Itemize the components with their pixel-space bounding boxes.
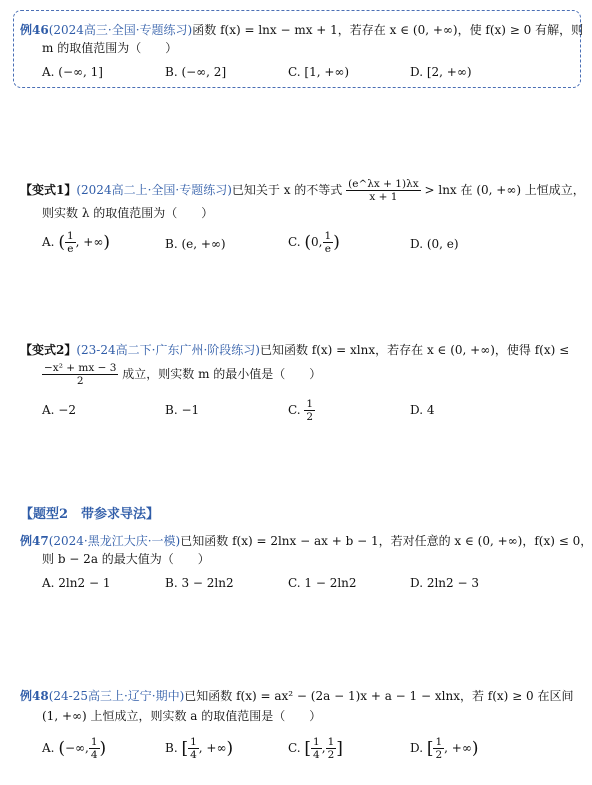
ex48-stem1: 已知函数 f(x) = ax² − (2a − 1)x + a − 1 − xlnx，若 f(x) ≥ 0 在区间 <box>184 689 574 703</box>
ex47-option-d[interactable]: D. 2ln2 − 3 <box>410 576 479 590</box>
ex46-stem-line2: m 的取值范围为（ ） <box>42 41 178 55</box>
var2-stem2-post: 成立，则实数 m 的最小值是（ ） <box>122 367 322 381</box>
ex48-option-d-num: 1 <box>435 736 443 748</box>
var1-option-c-label: C. <box>288 235 301 249</box>
ex47-stem1: 已知函数 f(x) = 2lnx − ax + b − 1，若对任意的 x ∈ (0, +∞)，f(x) ≤ 0， <box>180 534 592 548</box>
ex47-option-b[interactable]: B. 3 − 2ln2 <box>165 576 234 590</box>
var2-fraction <box>42 362 118 387</box>
ex46-source: (2024高三·全国·专题练习) <box>48 23 193 37</box>
var1-option-c-num: 1 <box>324 230 332 242</box>
var1-option-c-left: 0, <box>311 235 323 249</box>
ex48-tag: 例48 <box>20 689 49 703</box>
var1-tag: 【变式1】 <box>20 183 77 197</box>
ex48-option-d-frac <box>433 736 444 761</box>
var1-frac-den: x + 1 <box>369 191 398 203</box>
var2-option-c-num: 1 <box>306 398 314 410</box>
ex48-stem-line2: (1, +∞) 上恒成立，则实数 a 的取值范围是（ ） <box>42 709 322 723</box>
var1-stem-line2: 则实数 λ 的取值范围为（ ） <box>42 206 214 220</box>
section-2-heading: 【题型2 带参求导法】 <box>20 507 160 522</box>
var1-option-b[interactable]: B. (e, +∞) <box>165 237 226 251</box>
var2-frac-den: 2 <box>76 375 84 387</box>
ex48-option-b-frac <box>188 736 199 761</box>
ex48-option-a[interactable]: A. (−∞, $\frac{1}{4}$ ) <box>42 736 107 761</box>
var1-option-a-num: 1 <box>66 230 74 242</box>
var1-option-a-label: A. <box>42 235 55 249</box>
ex48-option-a-frac <box>89 736 100 761</box>
ex48-option-b-label: B. <box>165 741 178 755</box>
ex48-option-a-left: −∞, <box>64 741 89 755</box>
var2-stem-line1 <box>20 342 569 358</box>
var1-option-a[interactable]: A. ( $\frac{1}{e}$ , +∞) <box>42 230 110 255</box>
var2-option-c-frac <box>304 398 315 423</box>
var1-option-a-den: e <box>67 243 74 255</box>
ex48-option-b-post: , +∞ <box>198 741 227 755</box>
ex48-option-c-den1: 4 <box>313 749 320 761</box>
var2-option-d[interactable]: D. 4 <box>410 403 435 417</box>
var2-option-b[interactable]: B. −1 <box>165 403 200 417</box>
ex48-option-c-frac2 <box>326 736 337 761</box>
var2-stem1: 已知函数 f(x) = xlnx，若存在 x ∈ (0, +∞)，使得 f(x) ≤ <box>259 343 570 357</box>
ex46-option-b[interactable]: B. (−∞, 2] <box>165 65 227 79</box>
var2-frac-num: −x² + mx − 3 <box>44 362 117 374</box>
ex48-option-d-den: 2 <box>435 749 443 761</box>
ex48-option-c-num2: 1 <box>327 736 335 748</box>
ex47-source: (2024·黑龙江大庆·一模) <box>48 534 181 548</box>
var2-source: (23-24高二下·广东广州·阶段练习) <box>76 343 260 357</box>
ex48-option-b[interactable]: B. [ $\frac{1}{4}$ , +∞) <box>165 736 234 761</box>
var1-source: (2024高二上·全国·专题练习) <box>76 183 232 197</box>
ex48-option-d-label: D. <box>410 741 424 755</box>
ex46-tag: 例46 <box>20 23 49 37</box>
var1-frac-num: (e^λx + 1)λx <box>348 178 419 190</box>
ex48-option-b-den: 4 <box>190 749 197 761</box>
var1-option-a-post: , +∞ <box>75 235 104 249</box>
var1-stem-line1 <box>20 178 585 203</box>
ex48-option-a-num: 1 <box>90 736 98 748</box>
ex48-option-c-frac1 <box>311 736 322 761</box>
ex46-stem-line1 <box>20 22 583 38</box>
ex48-option-c-label: C. <box>288 741 301 755</box>
ex48-option-a-label: A. <box>42 741 55 755</box>
ex47-stem-line2: 则 b − 2a 的最大值为（ ） <box>42 552 210 566</box>
ex46-option-c[interactable]: C. [1, +∞) <box>288 65 350 79</box>
var2-stem-line2 <box>42 362 321 387</box>
var2-option-a[interactable]: A. −2 <box>42 403 76 417</box>
ex48-stem-line1 <box>20 688 573 704</box>
var1-option-a-frac <box>65 230 76 255</box>
ex48-option-a-den: 4 <box>90 749 98 761</box>
var1-option-c[interactable]: C. (0, $\frac{1}{e}$ ) <box>288 230 340 255</box>
ex46-stem1: 函数 f(x) = lnx − mx + 1，若存在 x ∈ (0, +∞)，使 f(x) ≥ 0 有解，则 <box>192 23 584 37</box>
ex47-stem-line1 <box>20 533 592 549</box>
ex48-source: (24-25高三上·辽宁·期中) <box>48 689 185 703</box>
var1-stem-pre: 已知关于 x 的不等式 <box>231 183 343 197</box>
var1-option-c-den: e <box>324 243 331 255</box>
var2-option-c-den: 2 <box>306 411 314 423</box>
var2-tag: 【变式2】 <box>20 343 77 357</box>
var1-option-c-frac <box>323 230 334 255</box>
var2-option-c[interactable] <box>288 398 315 423</box>
ex46-option-d[interactable]: D. [2, +∞) <box>410 65 472 79</box>
ex48-option-c-num1: 1 <box>313 736 320 748</box>
ex47-option-a[interactable]: A. 2ln2 − 1 <box>42 576 111 590</box>
ex46-option-a[interactable]: A. (−∞, 1] <box>42 65 103 79</box>
ex48-option-c-den2: 2 <box>327 749 335 761</box>
ex48-option-b-num: 1 <box>190 736 197 748</box>
ex48-option-d-post: , +∞ <box>444 741 472 755</box>
var1-stem-post: > lnx 在 (0, +∞) 上恒成立， <box>424 183 585 197</box>
ex48-option-c[interactable]: C. [ $\frac{1}{4}$ , $\frac{1}{2}$ ] <box>288 736 343 761</box>
ex48-option-d[interactable]: D. [ $\frac{1}{2}$ , +∞) <box>410 736 479 761</box>
var2-option-c-label: C. <box>288 403 301 417</box>
var1-option-d[interactable]: D. (0, e) <box>410 237 459 251</box>
var1-fraction <box>346 178 421 203</box>
ex47-tag: 例47 <box>20 534 49 548</box>
ex47-option-c[interactable]: C. 1 − 2ln2 <box>288 576 357 590</box>
